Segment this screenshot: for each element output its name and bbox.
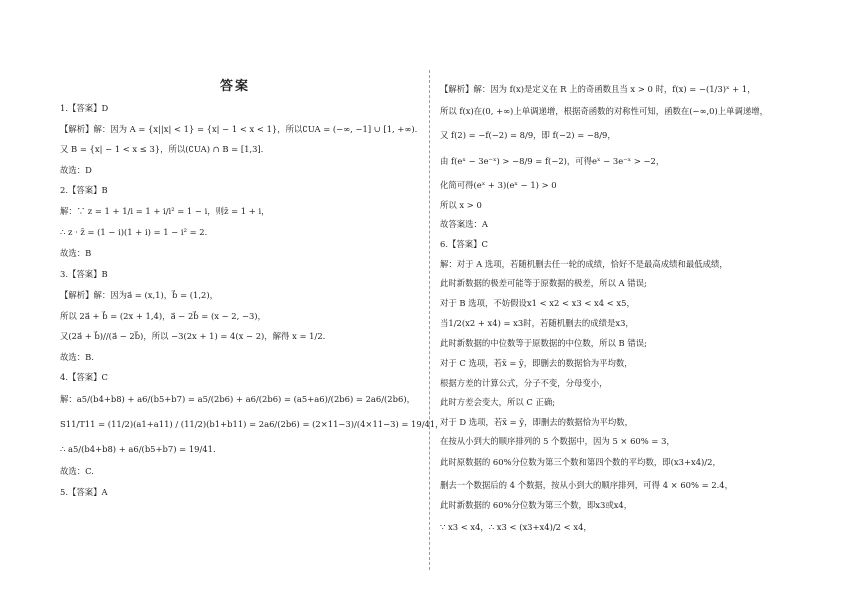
answer-6-option-d-cont5: ∵ x3 < x4，∴ x3 < (x3+x4)/2 < x4， bbox=[440, 522, 592, 532]
answer-5-analysis-cont5: 所以 x > 0 bbox=[440, 200, 482, 210]
answer-6-option-c-cont: 根据方差的计算公式，分子不变，分母变小， bbox=[440, 378, 608, 388]
column-divider bbox=[429, 70, 430, 570]
answer-6-header: 6.【答案】C bbox=[440, 239, 488, 249]
answer-4-choice: 故选：C. bbox=[60, 466, 94, 476]
answer-5-analysis-cont4: 化简可得(eˣ + 3)(eˣ − 1) > 0 bbox=[440, 180, 557, 190]
answer-3-header: 3.【答案】B bbox=[60, 269, 108, 279]
answer-4-solution: 解：a5/(b4+b8) + a6/(b5+b7) = a5/(2b6) + a6/(2b6) = (a5+a6)/(2b6) = 2a6/(2b6)， bbox=[60, 394, 415, 404]
answer-1-choice: 故选：D bbox=[60, 165, 92, 175]
answer-5-choice: 故答案选：A bbox=[440, 219, 488, 229]
answer-2-solution-cont: ∴ z · z̄ = (1 − i)(1 + i) = 1 − i² = 2. bbox=[60, 227, 208, 237]
answer-2-solution: 解：∵ z = 1 + 1/i = 1 + i/i² = 1 − i，则z̄ = 1 + i， bbox=[60, 206, 270, 216]
answer-1-header: 1.【答案】D bbox=[60, 103, 109, 113]
answer-5-analysis-cont3: 由 f(eˣ − 3e⁻ˣ) > −8/9 = f(−2)，可得eˣ − 3e⁻ˣ > −2， bbox=[440, 156, 665, 166]
answer-4-header: 4.【答案】C bbox=[60, 372, 108, 382]
answer-1-analysis: 【解析】解：因为 A = {x||x| < 1} = {x| − 1 < x < 1}，所以∁UA = (−∞, −1] ∪ [1, +∞). bbox=[60, 124, 418, 134]
answer-3-analysis-cont2: 又(2a⃗ + b⃗)//(a⃗ − 2b⃗)，所以 −3(2x + 1) = 4(x − 2)，解得 x = 1/2. bbox=[60, 331, 326, 341]
answer-3-analysis-cont: 所以 2a⃗ + b⃗ = (2x + 1,4)，a⃗ − 2b⃗ = (x − 2, −3)， bbox=[60, 311, 266, 321]
answer-1-analysis-cont: 又 B = {x| − 1 < x ≤ 3}，所以(∁UA) ∩ B = [1,3]. bbox=[60, 144, 264, 154]
answer-5-analysis-cont2: 又 f(2) = −f(−2) = 8/9，即 f(−2) = −8/9， bbox=[440, 130, 616, 140]
answer-6-option-d-cont3: 删去一个数据后的 4 个数据，按从小到大的顺序排列，可得 4 × 60% = 2.4， bbox=[440, 480, 734, 490]
answer-6-option-c: 对于 C 选项，若x̄ = ȳ，即删去的数据恰为平均数， bbox=[440, 358, 633, 368]
answer-5-analysis-cont: 所以 f(x)在(0, +∞)上单调递增，根据奇函数的对称性可知，函数在(−∞,0)上单调递增， bbox=[440, 106, 768, 116]
answer-6-option-b: 对于 B 选项，不妨假设x1 < x2 < x3 < x4 < x5， bbox=[440, 298, 635, 308]
answer-4-conclusion: ∴ a5/(b4+b8) + a6/(b5+b7) = 19/41. bbox=[60, 444, 216, 454]
answer-6-option-a: 解：对于 A 选项，若随机删去任一轮的成绩，恰好不是最高成绩和最低成绩， bbox=[440, 259, 728, 269]
answer-6-option-d-cont: 在按从小到大的顺序排列的 5 个数据中，因为 5 × 60% = 3， bbox=[440, 436, 675, 446]
page-title: 答案 bbox=[219, 79, 250, 94]
answer-3-analysis: 【解析】解：因为a⃗ = (x,1)，b⃗ = (1,2)， bbox=[60, 290, 218, 300]
answer-6-option-c-cont2: 此时方差会变大，所以 C 正确; bbox=[440, 397, 556, 407]
answer-2-header: 2.【答案】B bbox=[60, 185, 108, 195]
answer-6-option-b-cont2: 此时新数据的中位数等于原数据的中位数，所以 B 错误; bbox=[440, 338, 647, 348]
answer-6-option-b-cont: 当1/2(x2 + x4) = x3时，若随机删去的成绩是x3， bbox=[440, 318, 634, 328]
answer-6-option-d-cont2: 此时原数据的 60%分位数为第三个数和第四个数的平均数，即(x3+x4)/2， bbox=[440, 457, 721, 467]
answer-2-choice: 故选：B bbox=[60, 248, 92, 258]
answer-5-header: 5.【答案】A bbox=[60, 487, 108, 497]
answer-4-solution-cont: S11/T11 = (11/2)(a1+a11) / (11/2)(b1+b11) = 2a6/(2b6) = (2×11−3)/(4×11−3) = 19/41， bbox=[60, 419, 444, 429]
answer-6-option-a-cont: 此时新数据的极差可能等于原数据的极差，所以 A 错误; bbox=[440, 278, 647, 288]
answer-6-option-d-cont4: 此时新数据的 60%分位数为第三个数，即x3或x4， bbox=[440, 500, 633, 510]
answer-5-analysis: 【解析】解：因为 f(x)是定义在 R 上的奇函数且当 x > 0 时，f(x) = −(1/3)ˣ + 1， bbox=[440, 84, 756, 94]
answer-3-choice: 故选：B. bbox=[60, 352, 94, 362]
answer-6-option-d: 对于 D 选项，若x̄ = ȳ，即删去的数据恰为平均数， bbox=[440, 417, 633, 427]
